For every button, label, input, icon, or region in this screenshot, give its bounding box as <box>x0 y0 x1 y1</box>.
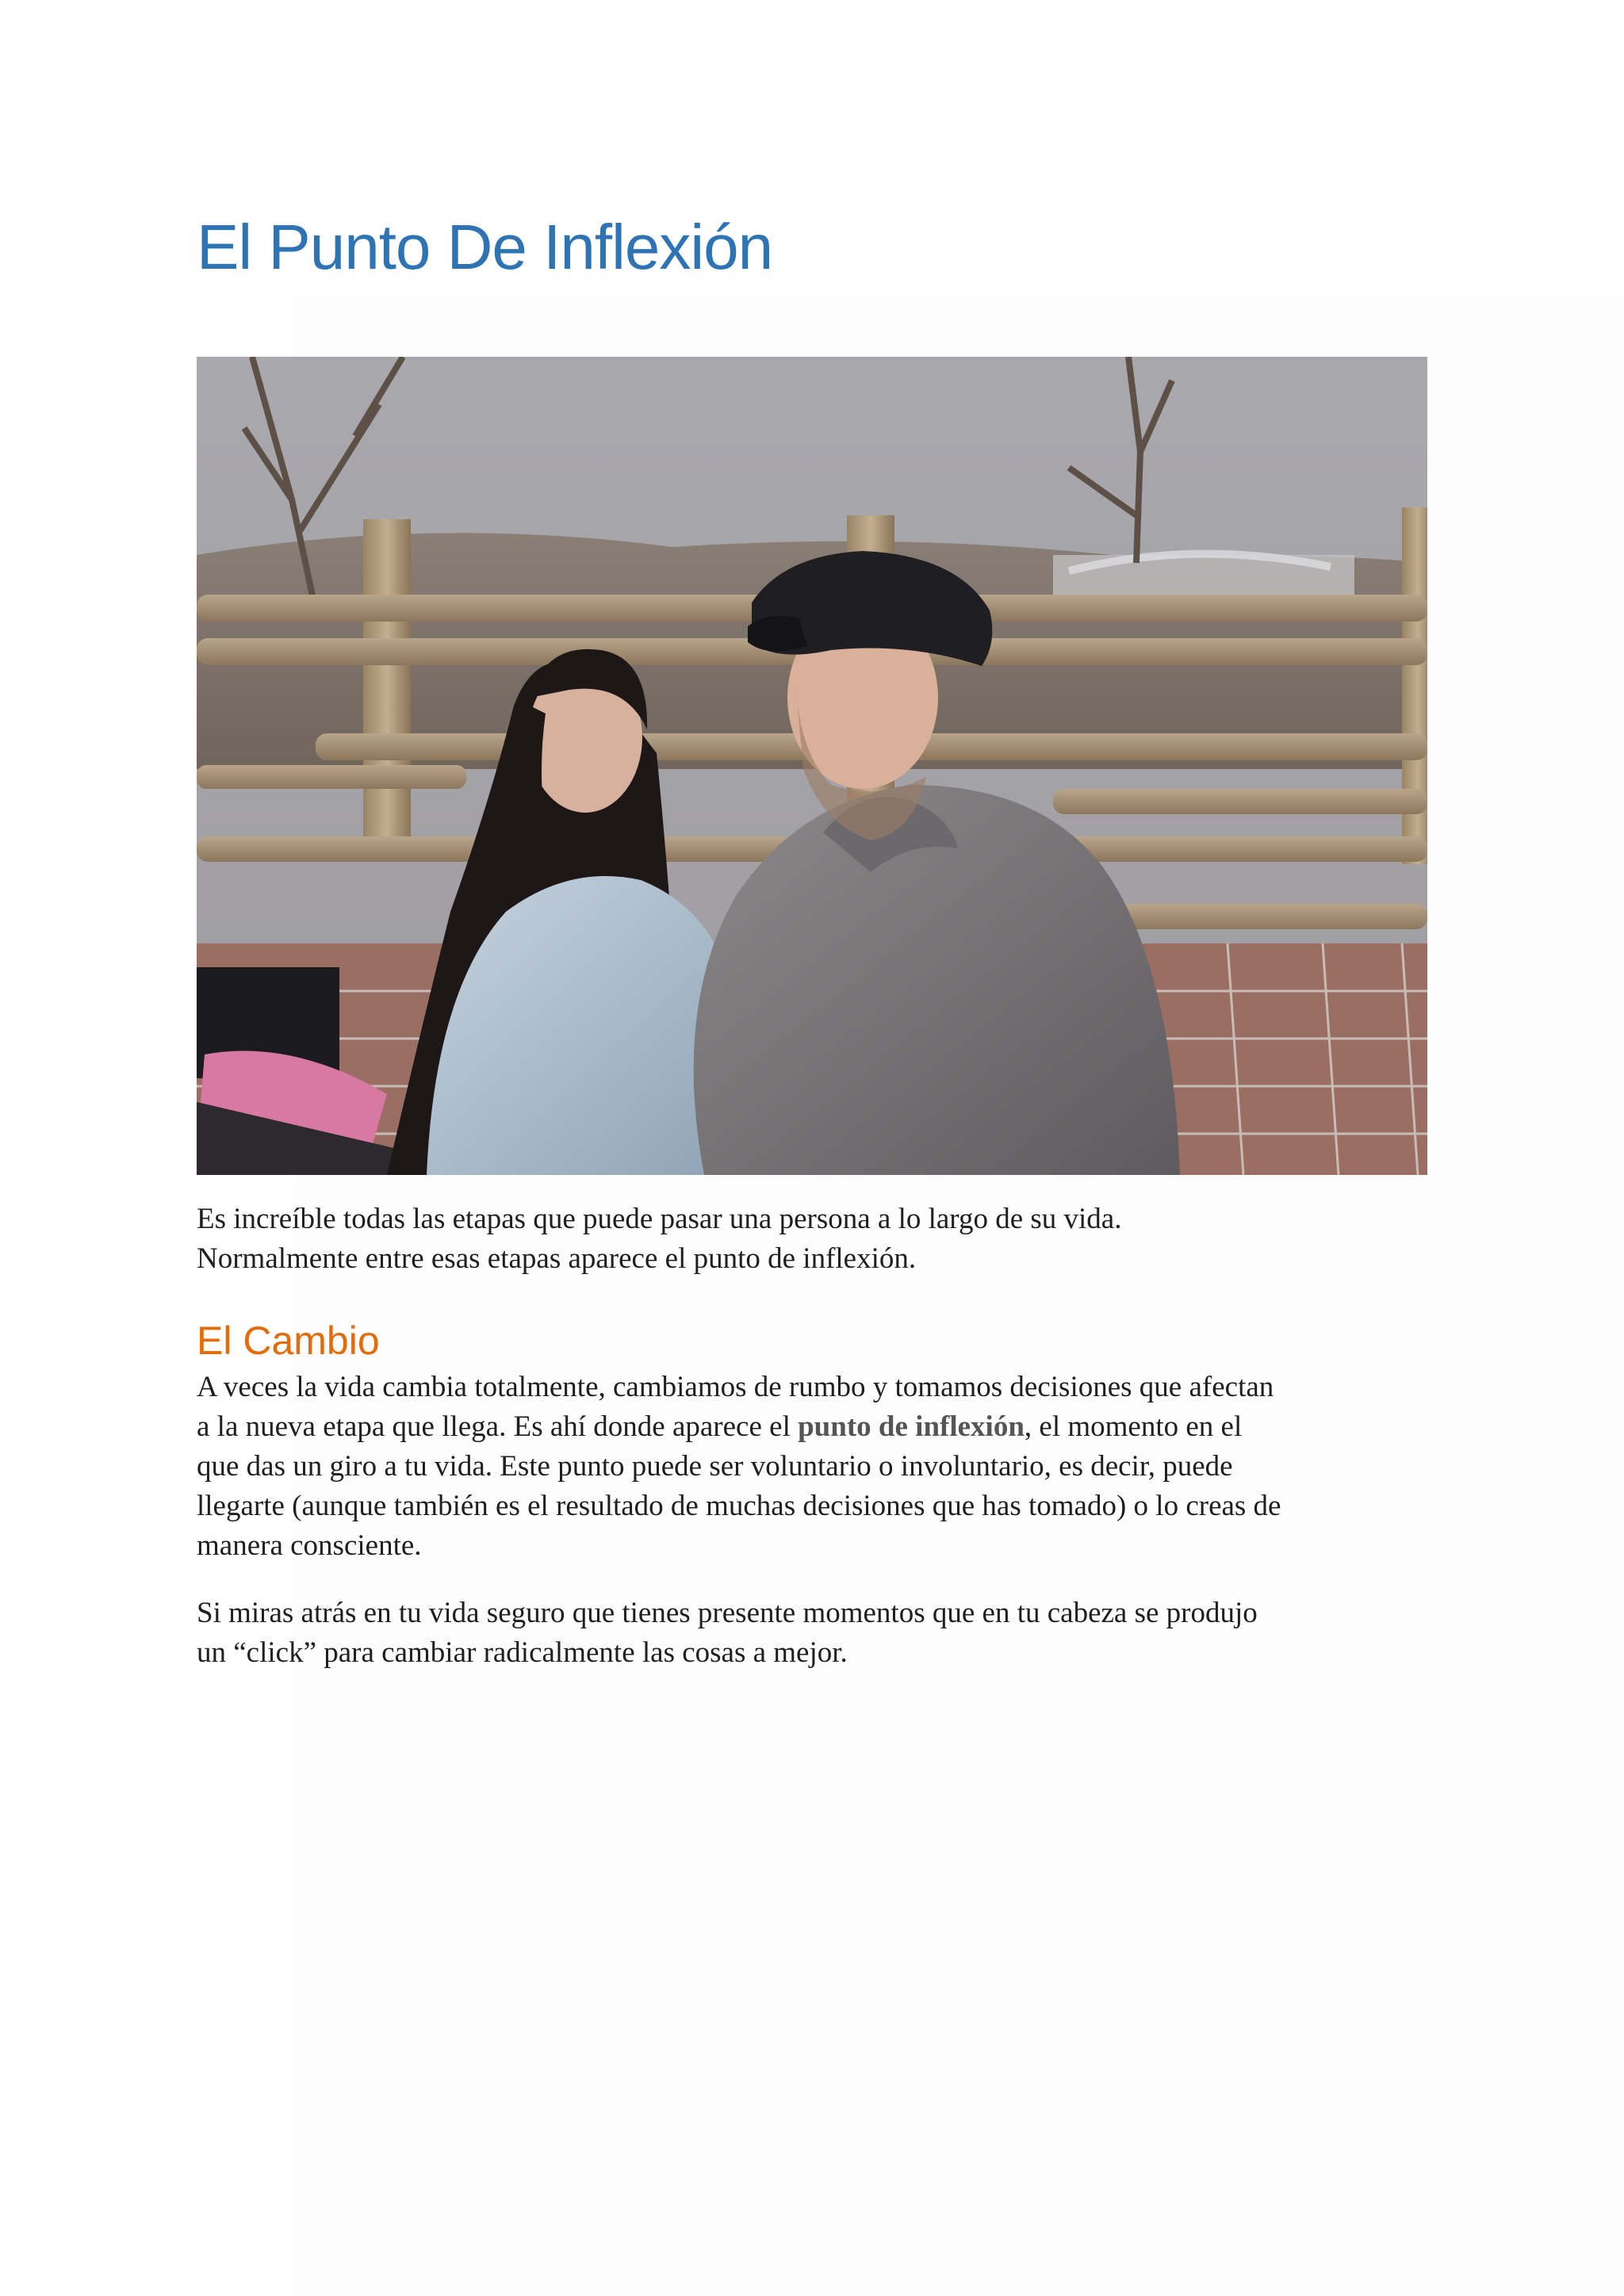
line-text: , el momento en el <box>1024 1410 1243 1443</box>
paragraph-line: manera consciente. <box>197 1529 422 1562</box>
paragraph-line: A veces la vida cambia totalmente, cambiamos de rumbo y tomamos decisiones que afectan <box>197 1371 1274 1403</box>
paragraph-line: Si miras atrás en tu vida seguro que tienes presente momentos que en tu cabeza se produjo <box>197 1597 1258 1629</box>
paragraph-click <box>197 1594 1258 1673</box>
paragraph-line: un “click” para cambiar radicalmente las cosas a mejor. <box>197 1636 848 1669</box>
paragraph-line: llegarte (aunque también es el resultado de muchas decisiones que has tomado) o lo creas de <box>197 1490 1281 1522</box>
intro-line: Normalmente entre esas etapas aparece el punto de inflexión. <box>197 1242 917 1275</box>
section-heading: El Cambio <box>197 1318 380 1363</box>
paragraph-change <box>197 1368 1281 1566</box>
line-text: a la nueva etapa que llega. Es ahí donde aparece el <box>197 1410 799 1443</box>
bold-term: punto de inflexión <box>798 1410 1025 1443</box>
page-title: El Punto De Inflexión <box>197 212 773 282</box>
paragraph-line <box>197 1407 1281 1447</box>
paragraph-line: que das un giro a tu vida. Este punto puede ser voluntario o involuntario, es decir, puede <box>197 1450 1233 1483</box>
couple-photo <box>197 357 1427 1175</box>
intro-line: Es increíble todas las etapas que puede pasar una persona a lo largo de su vida. <box>197 1203 1122 1235</box>
intro-paragraph <box>197 1200 1121 1279</box>
